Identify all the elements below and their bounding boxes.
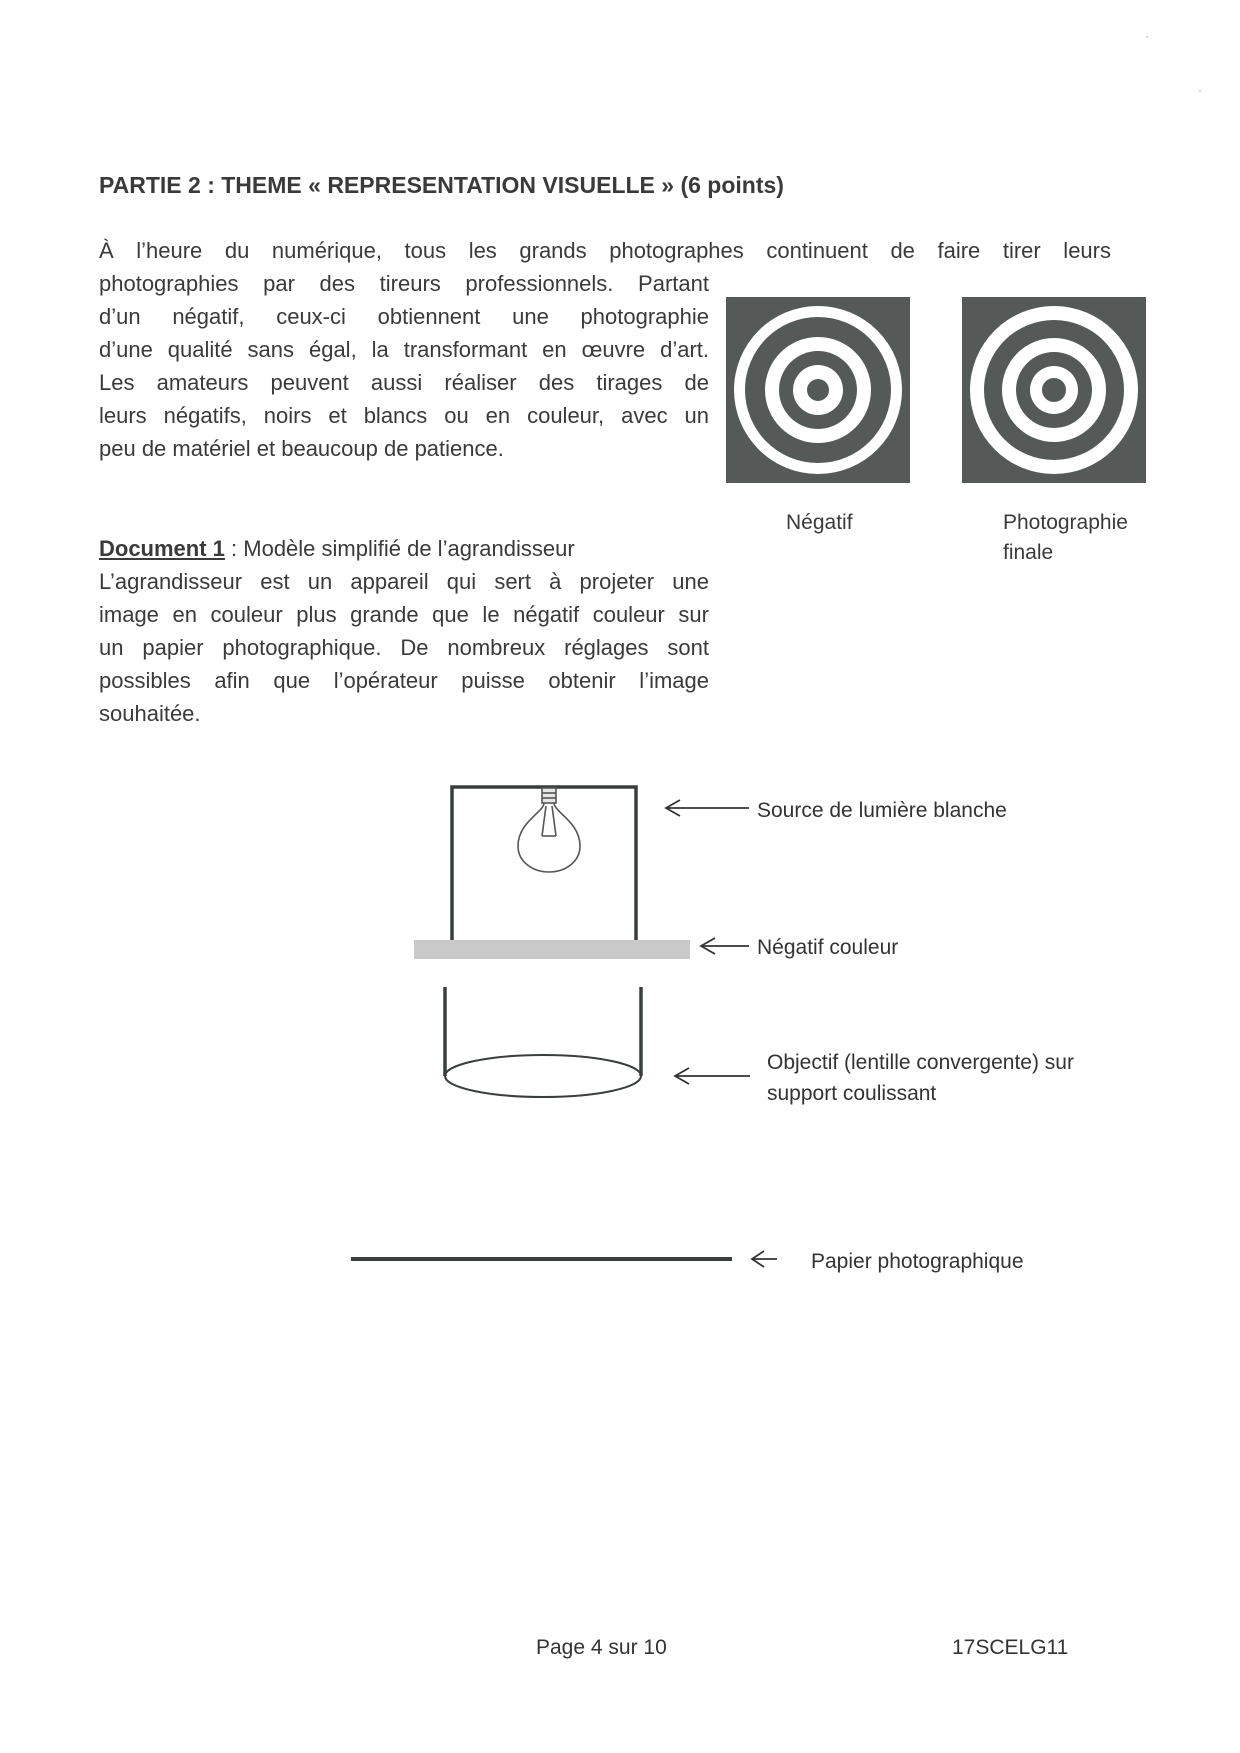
lens-label-line: Objectif (lentille convergente) sur — [767, 1051, 1074, 1074]
lens-holder — [445, 987, 641, 1076]
negative-strip — [414, 940, 690, 959]
intro-line: photographies par des tireurs professionnels. Partant — [99, 271, 709, 296]
color-negative-label: Négatif couleur — [757, 936, 899, 959]
final-caption-line: finale — [1003, 541, 1054, 564]
photo-paper-label: Papier photographique — [811, 1250, 1024, 1273]
document1-paragraph — [99, 565, 709, 730]
document1-line: L’agrandisseur est un appareil qui sert à projeter une — [99, 569, 709, 594]
light-source-label: Source de lumière blanche — [757, 799, 1007, 822]
intro-line: d’un négatif, ceux-ci obtiennent une photographie — [99, 304, 709, 329]
intro-line: peu de matériel et beaucoup de patience. — [99, 436, 504, 461]
arrow-icon — [752, 1251, 777, 1267]
enlarger-diagram — [0, 770, 1240, 1290]
document1-line: possibles afin que l’opérateur puisse obtenir l’image — [99, 668, 709, 693]
arrow-icon — [675, 1068, 750, 1084]
intro-paragraph — [99, 267, 709, 465]
lens-label — [767, 1047, 1074, 1109]
negative-caption: Négatif — [786, 511, 853, 534]
final-photo-caption — [1003, 508, 1128, 568]
document1-label: Document 1 — [99, 536, 225, 561]
lens — [445, 1055, 641, 1097]
negative-target-image — [726, 297, 910, 483]
document1-line: un papier photographique. De nombreux réglages sont — [99, 635, 709, 660]
arrow-icon — [701, 938, 749, 954]
scan-speck — [1199, 90, 1201, 92]
document1-line: souhaitée. — [99, 701, 201, 726]
light-bulb-icon — [518, 788, 580, 872]
document1-line: image en couleur plus grande que le négatif couleur sur — [99, 602, 709, 627]
intro-line: leurs négatifs, noirs et blancs ou en couleur, avec un — [99, 403, 709, 428]
lens-label-line: support coulissant — [767, 1082, 937, 1105]
intro-line: d’une qualité sans égal, la transformant en œuvre d’art. — [99, 337, 709, 362]
final-photo-target-image — [962, 297, 1146, 483]
scan-speck — [1146, 36, 1148, 38]
section-title: PARTIE 2 : THEME « REPRESENTATION VISUELLE » (6 points) — [99, 172, 784, 198]
document1-title — [99, 532, 575, 565]
document1-title-text: : Modèle simplifié de l’agrandisseur — [224, 536, 575, 561]
intro-line: Les amateurs peuvent aussi réaliser des tirages de — [99, 370, 709, 395]
final-caption-line: Photographie — [1003, 511, 1128, 534]
lamp-housing — [452, 787, 636, 948]
intro-first-line: À l’heure du numérique, tous les grands photographes continuent de faire tirer leurs — [99, 238, 1111, 263]
page-number: Page 4 sur 10 — [536, 1636, 667, 1659]
arrow-icon — [666, 800, 749, 816]
document-code: 17SCELG11 — [952, 1636, 1069, 1659]
